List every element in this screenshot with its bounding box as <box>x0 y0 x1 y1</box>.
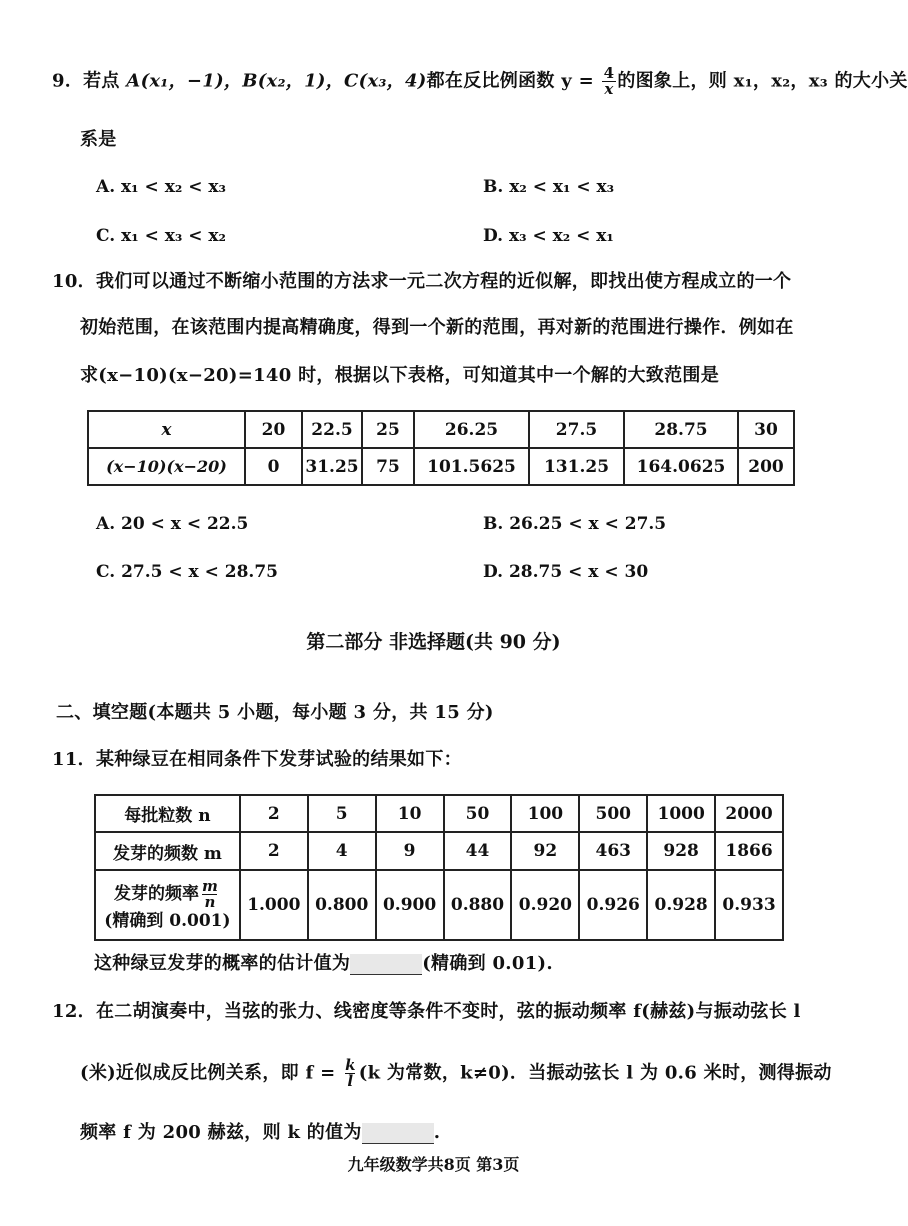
q11-freq-cell: 0.928 <box>647 870 715 940</box>
q11-row-header-freq <box>95 870 240 940</box>
q9-frac-num: 4 <box>603 64 615 82</box>
q9-option-b: B. x₂ < x₁ < x₃ <box>483 177 615 197</box>
q11-n-cell: 2000 <box>715 795 783 832</box>
q10-x-cell: 22.5 <box>302 411 362 448</box>
q11-n-cell: 10 <box>376 795 444 832</box>
q10-y-cell: 101.5625 <box>414 448 529 485</box>
q12-fraction <box>343 1058 358 1089</box>
q10-x-cell: 27.5 <box>529 411 624 448</box>
q11-freq-fraction <box>200 876 220 911</box>
q12-line1: 12．在二胡演奏中，当弦的张力、线密度等条件不变时，弦的振动频率 f(赫兹)与振动弦长 l <box>52 1001 801 1022</box>
q10-option-c: C. 27.5 < x < 28.75 <box>96 562 279 582</box>
q10-x-cell: 25 <box>362 411 414 448</box>
q10-table <box>87 410 795 486</box>
q9-line2: 系是 <box>80 129 117 150</box>
q9-fraction <box>602 66 617 97</box>
q10-y-cell: 200 <box>738 448 794 485</box>
q12-answer-blank[interactable] <box>362 1123 434 1144</box>
q11-m-cell: 463 <box>579 832 647 870</box>
q10-row-header-x: x <box>88 411 245 448</box>
q11-row-n <box>95 795 783 832</box>
q11-table <box>94 794 784 941</box>
q11-freq-cell: 1.000 <box>240 870 308 940</box>
q9-tail-text: 的图象上，则 x₁，x₂，x₃ 的大小关 <box>617 70 908 92</box>
q10-y-cell: 131.25 <box>529 448 624 485</box>
q12-line2-prefix: (米)近似成反比例关系，即 f = <box>80 1062 343 1084</box>
q11-answer-blank[interactable] <box>350 954 422 975</box>
q11-freq-cell: 0.800 <box>308 870 376 940</box>
q10-table-row-y <box>88 448 794 485</box>
q11-n-cell: 5 <box>308 795 376 832</box>
q11-frac-den: n <box>204 892 216 911</box>
q10-x-cell: 20 <box>245 411 302 448</box>
q11-m-cell: 9 <box>376 832 444 870</box>
q11-line1: 11．某种绿豆在相同条件下发芽试验的结果如下： <box>52 749 462 770</box>
q11-answer-line <box>94 952 553 976</box>
q11-answer-prefix: 这种绿豆发芽的概率的估计值为 <box>94 953 351 974</box>
q11-freq-cell: 0.933 <box>715 870 783 940</box>
q10-line1: 10．我们可以通过不断缩小范围的方法求一元二次方程的近似解，即找出使方程成立的一个 <box>52 271 792 292</box>
q11-m-cell: 1866 <box>715 832 783 870</box>
q10-option-b: B. 26.25 < x < 27.5 <box>483 514 667 534</box>
q11-m-cell: 44 <box>444 832 512 870</box>
section2-title: 二、填空题(本题共 5 小题，每小题 3 分，共 15 分) <box>56 702 494 723</box>
q10-x-cell: 28.75 <box>624 411 738 448</box>
page-footer: 九年级数学共8页 第3页 <box>347 1155 520 1174</box>
q10-line2: 初始范围，在该范围内提高精确度，得到一个新的范围，再对新的范围进行操作．例如在 <box>80 317 794 338</box>
q11-m-cell: 928 <box>647 832 715 870</box>
q9-option-a: A. x₁ < x₂ < x₃ <box>96 177 226 197</box>
q12-frac-den: l <box>347 1072 354 1090</box>
q12-line3-prefix: 频率 f 为 200 赫兹，则 k 的值为 <box>80 1122 362 1143</box>
q9-function-text: 都在反比例函数 y = <box>426 70 601 92</box>
q9-line1 <box>52 66 908 97</box>
q12-line3 <box>80 1121 440 1145</box>
q9-option-c: C. x₁ < x₃ < x₂ <box>96 226 226 246</box>
q12-line3-suffix: . <box>433 1122 441 1143</box>
q11-m-cell: 4 <box>308 832 376 870</box>
q11-freq-cell: 0.900 <box>376 870 444 940</box>
q11-frac-num: m <box>201 876 218 895</box>
q11-row-header-m: 发芽的频数 m <box>95 832 240 870</box>
q11-freq-cell: 0.880 <box>444 870 512 940</box>
q11-n-cell: 50 <box>444 795 512 832</box>
q9-frac-den: x <box>604 80 614 98</box>
q10-option-a: A. 20 < x < 22.5 <box>96 514 249 534</box>
q10-y-cell: 75 <box>362 448 414 485</box>
q11-freq-cell: 0.926 <box>579 870 647 940</box>
q10-line3: 求(x−10)(x−20)=140 时，根据以下表格，可知道其中一个解的大致范围是 <box>80 365 720 386</box>
q11-freq-label-text: 发芽的频率 <box>113 883 199 904</box>
q11-m-cell: 2 <box>240 832 308 870</box>
q10-y-cell: 31.25 <box>302 448 362 485</box>
q9-number-text: 9．若点 <box>52 70 127 92</box>
q11-n-cell: 1000 <box>647 795 715 832</box>
q11-n-cell: 2 <box>240 795 308 832</box>
q10-table-row-x <box>88 411 794 448</box>
part2-title: 第二部分 非选择题(共 90 分) <box>306 631 561 653</box>
q11-row-header-n: 每批粒数 n <box>95 795 240 832</box>
q11-freq-cell: 0.920 <box>511 870 579 940</box>
q10-y-cell: 164.0625 <box>624 448 738 485</box>
q10-y-cell: 0 <box>245 448 302 485</box>
q10-row-header-y: (x−10)(x−20) <box>88 448 245 485</box>
q11-answer-suffix: (精确到 0.01). <box>422 953 553 974</box>
q12-frac-num: k <box>345 1056 356 1074</box>
q10-x-cell: 30 <box>738 411 794 448</box>
q12-line2 <box>80 1058 832 1089</box>
q11-freq-label <box>96 876 239 911</box>
q10-x-cell: 26.25 <box>414 411 529 448</box>
q11-row-m <box>95 832 783 870</box>
q11-n-cell: 500 <box>579 795 647 832</box>
q11-n-cell: 100 <box>511 795 579 832</box>
q11-freq-precision: (精确到 0.001) <box>104 910 231 931</box>
q9-points: A(x₁，−1)，B(x₂，1)，C(x₃，4) <box>126 70 427 92</box>
q12-line2-suffix: (k 为常数，k≠0)．当振动弦长 l 为 0.6 米时，测得振动 <box>358 1062 832 1084</box>
q10-option-d: D. 28.75 < x < 30 <box>483 562 649 582</box>
q11-m-cell: 92 <box>511 832 579 870</box>
q11-row-freq <box>95 870 783 940</box>
q9-option-d: D. x₃ < x₂ < x₁ <box>483 226 614 246</box>
